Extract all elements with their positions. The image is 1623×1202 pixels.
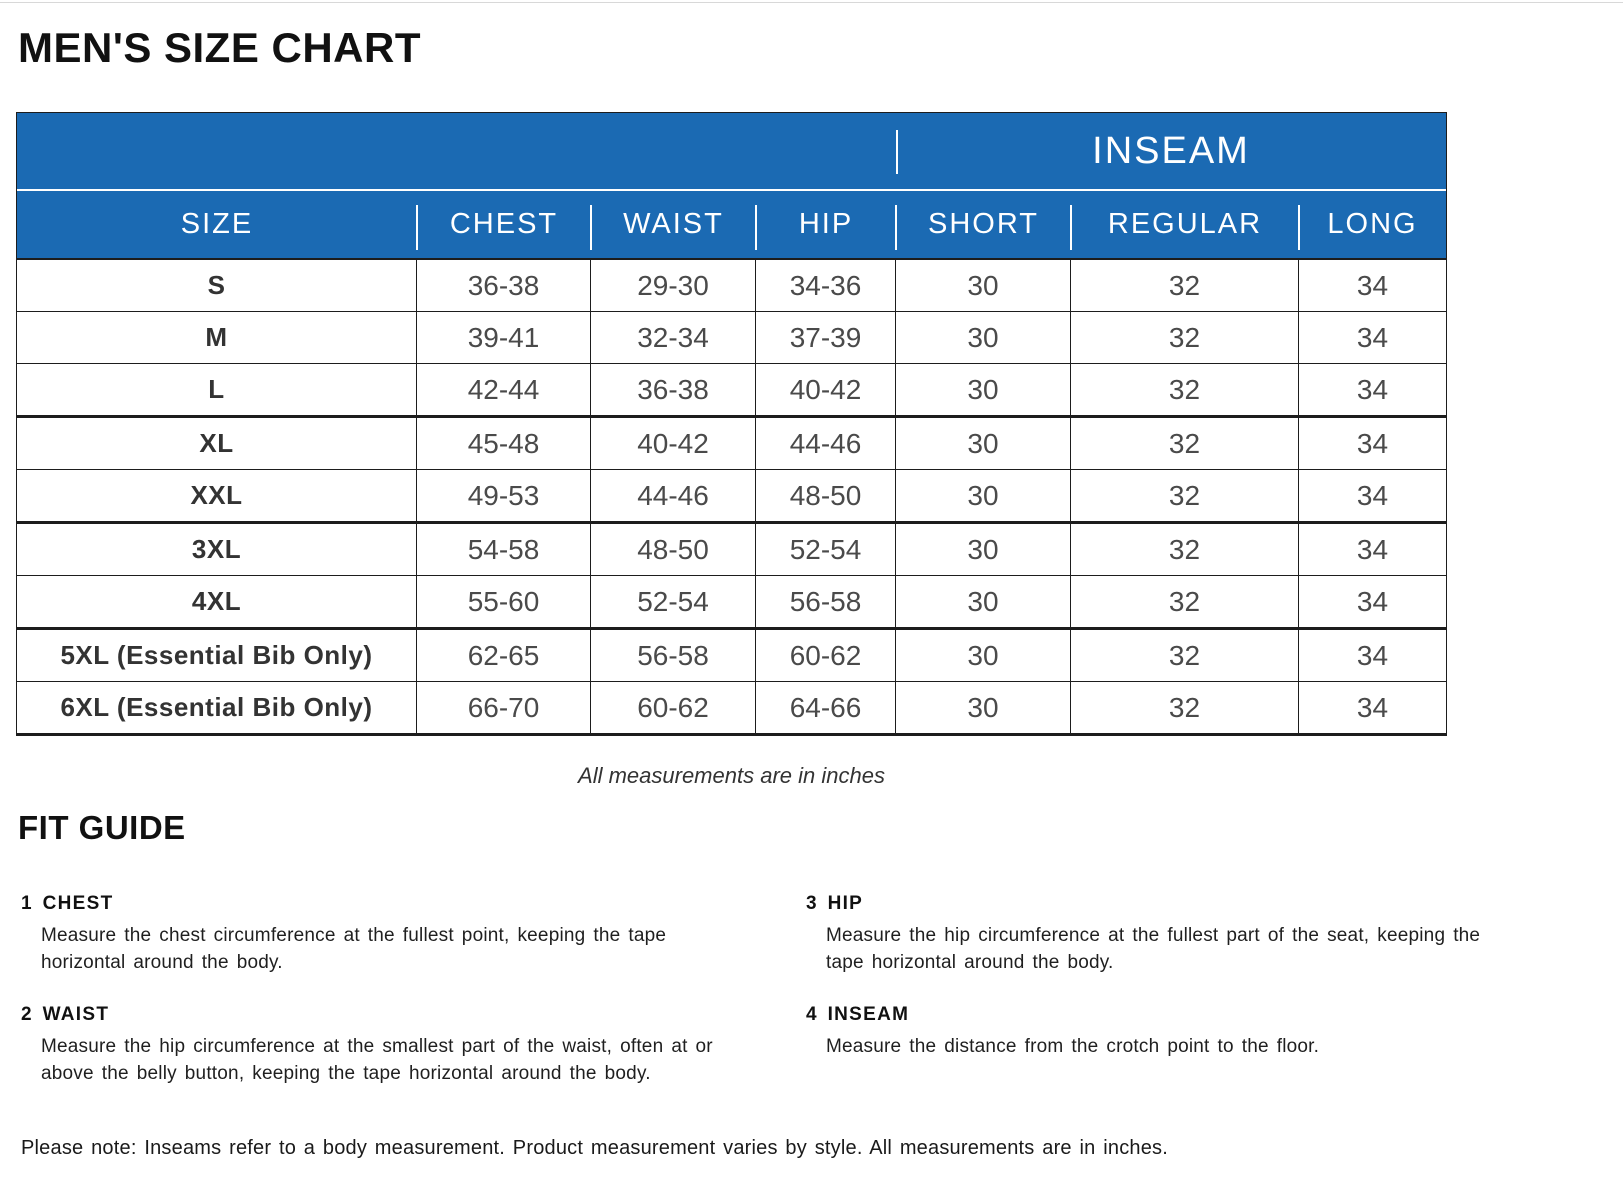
column-header-size: SIZE <box>180 208 254 241</box>
fit-item-heading <box>21 1004 806 1026</box>
column-header-hip: HIP <box>756 191 896 258</box>
fit-item-number: 4 <box>806 1004 817 1026</box>
waist-cell: 60-62 <box>591 682 756 733</box>
chest-cell: 55-60 <box>417 576 591 627</box>
short-cell: 30 <box>896 260 1071 311</box>
size-row-6xl <box>17 681 1446 733</box>
long-cell: 34 <box>1356 533 1389 565</box>
short-cell: 30 <box>896 312 1071 363</box>
chest-cell: 62-65 <box>417 630 591 681</box>
short-cell: 30 <box>896 418 1071 469</box>
fit-item-heading <box>806 893 1623 915</box>
size-cell: 6XL (Essential Bib Only) <box>17 682 417 733</box>
fit-guide-item-chest <box>21 893 806 976</box>
mens-size-table <box>16 112 1447 736</box>
chest-cell: 45-48 <box>417 418 591 469</box>
fit-item-text-line: Measure the distance from the crotch point to the floor. <box>826 1036 1320 1058</box>
header-columns-row <box>17 191 1446 258</box>
fit-item-description <box>41 922 806 976</box>
long-cell: 34 <box>1356 585 1389 617</box>
header-spacer-cell <box>17 113 896 191</box>
long-cell: 34 <box>1356 479 1389 511</box>
regular-cell: 32 <box>1071 682 1299 733</box>
fit-item-text-line: Measure the chest circumference at the fullest point, keeping the tape <box>41 925 667 947</box>
footnote: Please note: Inseams refer to a body measurement. Product measurement varies by style. All measurements are in inches. <box>21 1137 1169 1160</box>
hip-cell: 60-62 <box>756 630 896 681</box>
regular-cell: 32 <box>1071 470 1299 521</box>
fit-item-description <box>41 1033 806 1087</box>
fit-guide-item-hip <box>806 893 1623 976</box>
fit-item-text-line: horizontal around the body. <box>41 952 283 974</box>
regular-cell: 32 <box>1071 630 1299 681</box>
fit-guide <box>21 893 1623 1087</box>
size-row-xl <box>17 415 1446 469</box>
fit-item-title: HIP <box>827 893 864 915</box>
column-header-chest: CHEST <box>417 191 591 258</box>
fit-item-heading <box>21 893 806 915</box>
fit-item-text-line: Measure the hip circumference at the smallest part of the waist, often at or <box>41 1036 713 1058</box>
measurements-note: All measurements are in inches <box>578 763 885 789</box>
fit-item-text-line: above the belly button, keeping the tape horizontal around the body. <box>41 1063 651 1085</box>
fit-item-heading <box>806 1004 1623 1026</box>
short-cell: 30 <box>896 576 1071 627</box>
waist-cell: 36-38 <box>591 364 756 415</box>
fit-guide-heading: FIT GUIDE <box>18 809 186 847</box>
waist-cell: 29-30 <box>591 260 756 311</box>
long-cell: 34 <box>1356 691 1389 723</box>
hip-cell: 56-58 <box>756 576 896 627</box>
hip-cell: 48-50 <box>756 470 896 521</box>
long-cell: 34 <box>1356 427 1389 459</box>
long-cell: 34 <box>1356 639 1389 671</box>
size-row-4xl <box>17 575 1446 627</box>
waist-cell: 56-58 <box>591 630 756 681</box>
hip-cell: 34-36 <box>756 260 896 311</box>
chest-cell: 54-58 <box>417 524 591 575</box>
fit-item-number: 2 <box>21 1004 32 1026</box>
regular-cell: 32 <box>1071 364 1299 415</box>
fit-item-number: 1 <box>21 893 32 915</box>
fit-item-title: WAIST <box>42 1004 110 1026</box>
hip-cell: 40-42 <box>756 364 896 415</box>
hip-cell: 52-54 <box>756 524 896 575</box>
chest-cell: 49-53 <box>417 470 591 521</box>
size-row-3xl <box>17 521 1446 575</box>
regular-cell: 32 <box>1071 312 1299 363</box>
fit-item-text-line: Measure the hip circumference at the fullest part of the seat, keeping the <box>826 925 1481 947</box>
page-title: MEN'S SIZE CHART <box>18 24 422 71</box>
fit-guide-item-waist <box>21 1004 806 1087</box>
waist-cell: 40-42 <box>591 418 756 469</box>
fit-item-title: INSEAM <box>827 1004 910 1026</box>
hip-cell: 44-46 <box>756 418 896 469</box>
waist-cell: 48-50 <box>591 524 756 575</box>
size-row-5xl <box>17 627 1446 681</box>
fit-item-description <box>826 1033 1623 1060</box>
regular-cell: 32 <box>1071 576 1299 627</box>
inseam-group-header: INSEAM <box>896 113 1446 191</box>
short-cell: 30 <box>896 524 1071 575</box>
short-cell: 30 <box>896 630 1071 681</box>
fit-item-title: CHEST <box>42 893 114 915</box>
size-cell: 5XL (Essential Bib Only) <box>17 630 417 681</box>
chest-cell: 39-41 <box>417 312 591 363</box>
regular-cell: 32 <box>1071 418 1299 469</box>
fit-item-number: 3 <box>806 893 817 915</box>
size-cell: 3XL <box>17 524 417 575</box>
column-header-long: LONG <box>1299 191 1446 258</box>
hip-cell: 64-66 <box>756 682 896 733</box>
chest-cell: 42-44 <box>417 364 591 415</box>
waist-cell: 44-46 <box>591 470 756 521</box>
header-group-row <box>17 113 1446 191</box>
regular-cell: 32 <box>1071 524 1299 575</box>
fit-item-description <box>826 922 1623 976</box>
waist-cell: 32-34 <box>591 312 756 363</box>
top-divider <box>0 2 1623 3</box>
size-cell: M <box>17 312 417 363</box>
size-cell: 4XL <box>17 576 417 627</box>
chest-cell: 36-38 <box>417 260 591 311</box>
size-row-m <box>17 311 1446 363</box>
long-cell: 34 <box>1356 373 1389 405</box>
column-header-regular: REGULAR <box>1071 191 1299 258</box>
fit-guide-item-inseam <box>806 1004 1623 1087</box>
waist-cell: 52-54 <box>591 576 756 627</box>
short-cell: 30 <box>896 364 1071 415</box>
short-cell: 30 <box>896 682 1071 733</box>
hip-cell: 37-39 <box>756 312 896 363</box>
size-table-header <box>17 113 1446 258</box>
size-cell: XXL <box>17 470 417 521</box>
regular-cell: 32 <box>1071 260 1299 311</box>
chest-cell: 66-70 <box>417 682 591 733</box>
column-header-waist: WAIST <box>591 191 756 258</box>
long-cell: 34 <box>1356 321 1389 353</box>
long-cell: 34 <box>1356 269 1389 301</box>
short-cell: 30 <box>896 470 1071 521</box>
size-row-s <box>17 260 1446 311</box>
size-cell: L <box>17 364 417 415</box>
fit-item-text-line: tape horizontal around the body. <box>826 952 1114 974</box>
size-cell: XL <box>17 418 417 469</box>
size-row-l <box>17 363 1446 415</box>
size-table-body <box>17 258 1446 733</box>
column-header-short: SHORT <box>896 191 1071 258</box>
size-row-xxl <box>17 469 1446 521</box>
size-cell: S <box>17 260 417 311</box>
